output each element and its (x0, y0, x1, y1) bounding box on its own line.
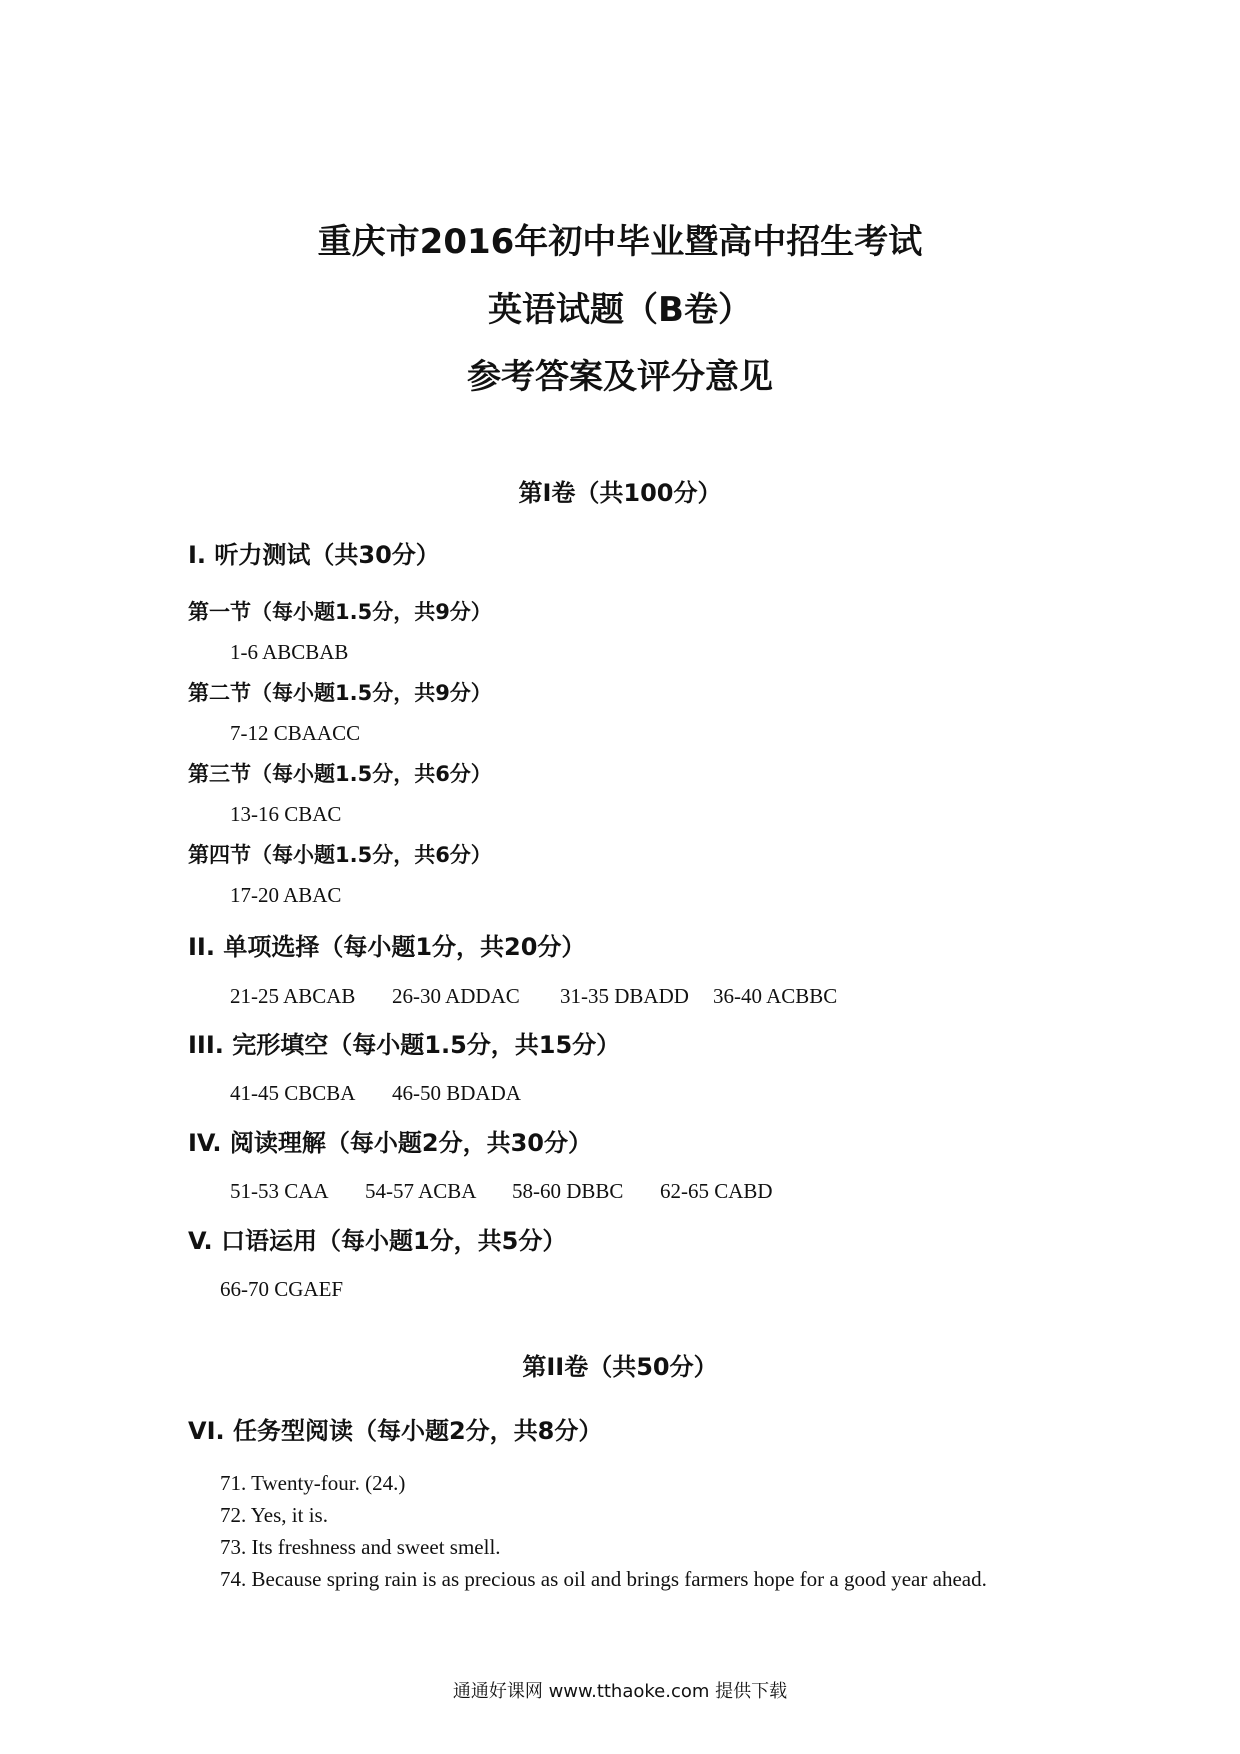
section-single-choice-heading: II. 单项选择（每小题1分，共20分） (188, 933, 586, 961)
page-footer: 通通好课网 www.tthaoke.com 提供下载 (452, 1681, 788, 1702)
listening-section-1-answer: 1-6 ABCBAB (230, 640, 349, 664)
document-subtitle-2: 参考答案及评分意见 (467, 357, 773, 397)
cloze-answer: 46-50 BDADA (392, 1081, 521, 1105)
listening-section-2-label: 第二节（每小题1.5分，共9分） (188, 681, 492, 705)
task-reading-answer: 72. Yes, it is. (220, 1503, 328, 1527)
reading-answer: 58-60 DBBC (512, 1179, 624, 1203)
part-2-title: 第II卷（共50分） (522, 1353, 718, 1381)
listening-section-4-label: 第四节（每小题1.5分，共6分） (188, 843, 492, 867)
single-choice-answer: 36-40 ACBBC (713, 984, 838, 1008)
task-reading-answer: 74. Because spring rain is as precious as oil and brings farmers hope for a good year ahead. (220, 1567, 987, 1591)
listening-section-3-label: 第三节（每小题1.5分，共6分） (188, 762, 492, 786)
reading-answer: 54-57 ACBA (365, 1179, 477, 1203)
reading-answer: 51-53 CAA (230, 1179, 329, 1203)
listening-section-2-answer: 7-12 CBAACC (230, 721, 361, 745)
single-choice-answer: 26-30 ADDAC (392, 984, 520, 1008)
section-cloze-heading: III. 完形填空（每小题1.5分，共15分） (188, 1031, 621, 1059)
task-reading-answer: 71. Twenty-four. (24.) (220, 1471, 406, 1495)
listening-section-3-answer: 13-16 CBAC (230, 802, 342, 826)
cloze-answer: 41-45 CBCBA (230, 1081, 356, 1105)
section-oral-heading: V. 口语运用（每小题1分，共5分） (188, 1227, 567, 1255)
single-choice-answer: 31-35 DBADD (560, 984, 689, 1008)
reading-answer: 62-65 CABD (660, 1179, 773, 1203)
oral-answer: 66-70 CGAEF (220, 1277, 344, 1301)
document-title: 重庆市2016年初中毕业暨高中招生考试 (317, 222, 923, 262)
listening-section-4-answer: 17-20 ABAC (230, 883, 342, 907)
task-reading-answer: 73. Its freshness and sweet smell. (220, 1535, 501, 1559)
section-listening-heading: I. 听力测试（共30分） (188, 541, 440, 569)
section-task-reading-heading: VI. 任务型阅读（每小题2分，共8分） (188, 1417, 603, 1445)
single-choice-answer: 21-25 ABCAB (230, 984, 356, 1008)
part-1-title: 第I卷（共100分） (518, 479, 722, 507)
section-reading-heading: IV. 阅读理解（每小题2分，共30分） (188, 1129, 592, 1157)
document-subtitle: 英语试题（B卷） (488, 290, 752, 330)
listening-section-1-label: 第一节（每小题1.5分，共9分） (188, 600, 492, 624)
